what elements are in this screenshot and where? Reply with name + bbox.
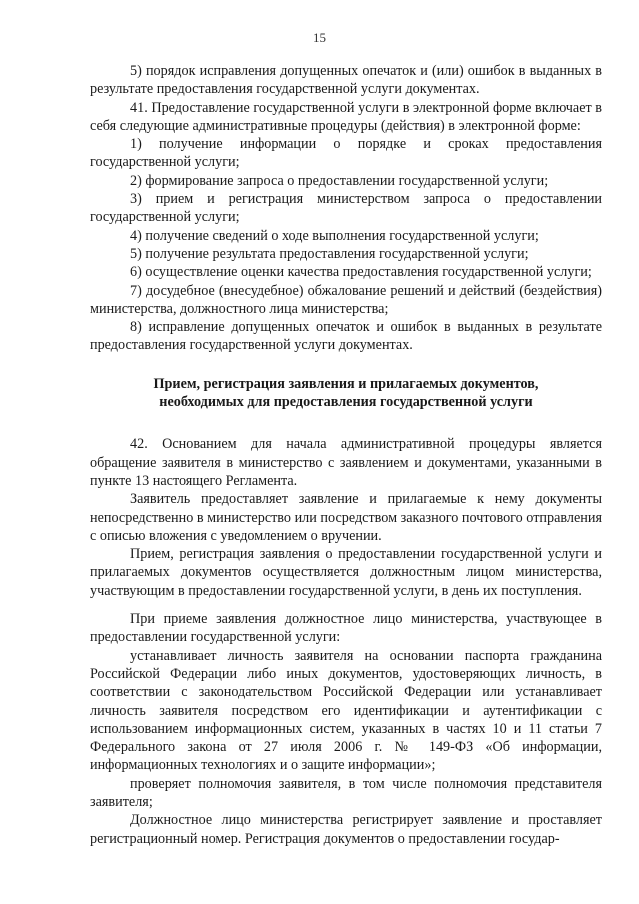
list-item: 4) получение сведений о ходе выполнения государственной услуги; xyxy=(130,227,539,244)
paragraph: Должностное лицо министерства регистрирует заявление и проставляет регистрационный номер. Регистрация документов о предоставлении государ- xyxy=(90,812,602,847)
section-heading-line: необходимых для предоставления государственной услуги xyxy=(159,394,533,411)
page-number: 15 xyxy=(313,30,326,45)
paragraph: Прием, регистрация заявления о предоставлении государственной услуги и прилагаемых документов осуществляется должностным лицом министерства, участвующим в предоставлении государственной услуги, в день их поступления. xyxy=(90,546,602,599)
section-heading-line: Прием, регистрация заявления и прилагаемых документов, xyxy=(153,375,539,392)
paragraph: 42. Основанием для начала административной процедуры является обращение заявителя в министерство с заявлением и документами, указанными в пункте 13 настоящего Регламента. xyxy=(90,436,602,489)
document-body xyxy=(90,62,602,848)
paragraph: Заявитель предоставляет заявление и прилагаемые к нему документы непосредственно в министерство или посредством заказного почтового отправления с описью вложения с уведомлением о вручении. xyxy=(90,491,602,544)
list-item: 8) исправление допущенных опечаток и ошибок в выданных в результате предоставления государственной услуги документах. xyxy=(90,319,602,354)
list-item: 3) прием и регистрация министерством запроса о предоставлении государственной услуги; xyxy=(90,191,602,226)
paragraph: При приеме заявления должностное лицо министерства, участвующее в предоставлении государственной услуги: xyxy=(90,611,602,646)
list-item: 6) осуществление оценки качества предоставления государственной услуги; xyxy=(130,264,592,281)
list-item: 5) получение результата предоставления государственной услуги; xyxy=(130,245,529,262)
paragraph: 41. Предоставление государственной услуги в электронной форме включает в себя следующие административные процедуры (действия) в электронной форме: xyxy=(90,99,602,134)
list-item: 2) формирование запроса о предоставлении государственной услуги; xyxy=(130,172,549,189)
paragraph: 5) порядок исправления допущенных опечаток и (или) ошибок в выданных в результате предоставления государственной услуги документах. xyxy=(90,63,602,98)
list-item: 7) досудебное (внесудебное) обжалование решений и действий (бездействия) министерства, должностного лица министерства; xyxy=(90,282,602,317)
list-item: 1) получение информации о порядке и сроках предоставления государственной услуги; xyxy=(90,136,602,171)
section-heading xyxy=(90,375,602,412)
paragraph: проверяет полномочия заявителя, в том числе полномочия представителя заявителя; xyxy=(90,775,602,810)
paragraph: устанавливает личность заявителя на основании паспорта гражданина Российской Федерации либо иных документов, удостоверяющих личность, в соответствии с законодательством Российской Федерации или устанавливает личность заявителя посредством его идентификации и аутентификации с использованием информационных систем, указанных в частях 10 и 11 статьи 7 Федерального закона от 27 июля 2006 г. № 149-ФЗ «Об информации, информационных технологиях и о защите информации»; xyxy=(90,647,602,774)
